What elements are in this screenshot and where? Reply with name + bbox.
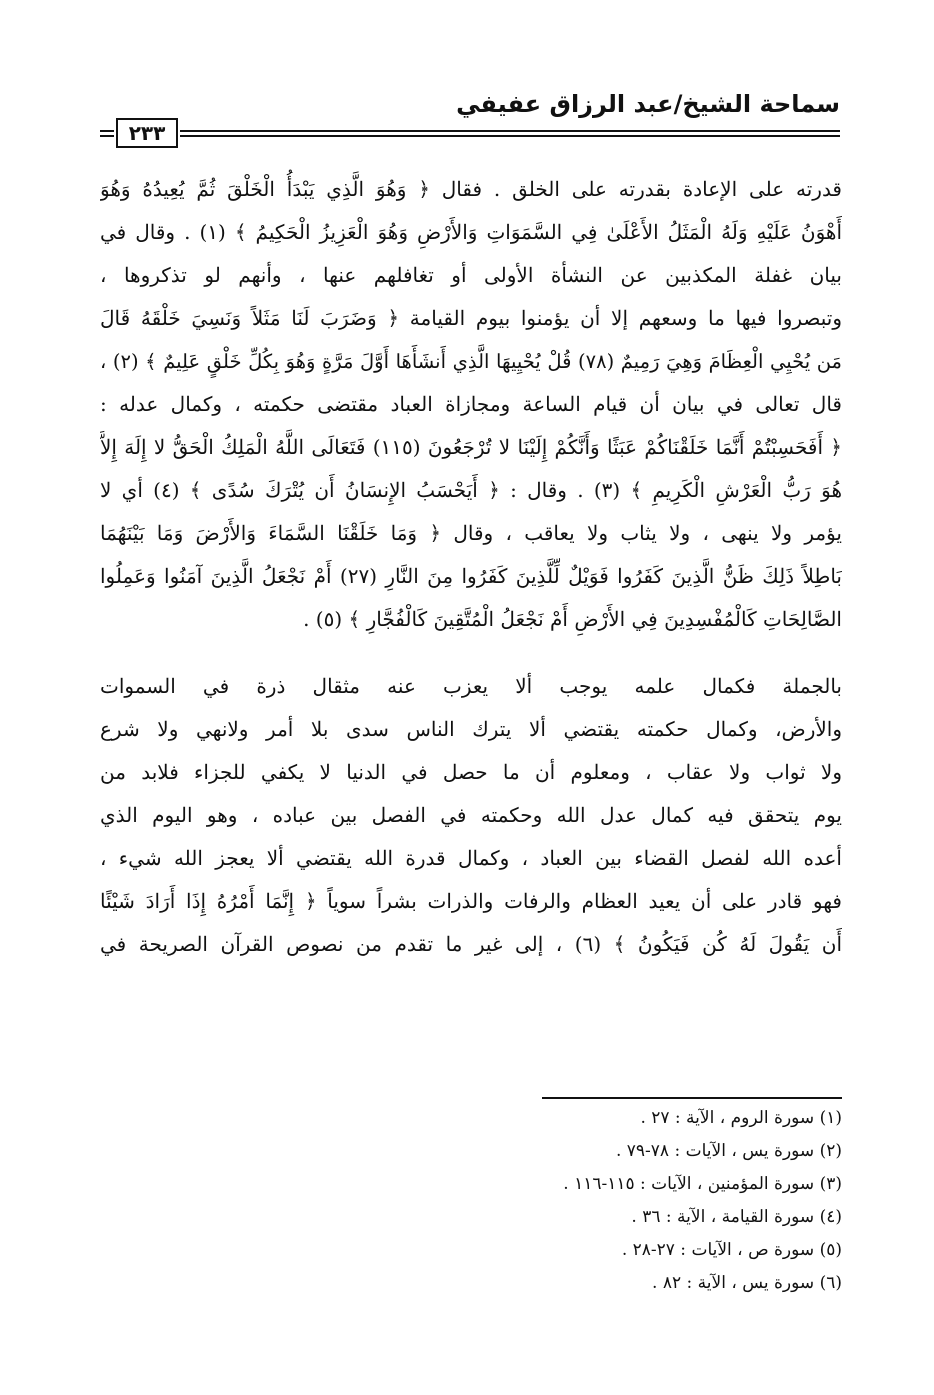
- text-line: وتبصروا فيها ما وسعهم إلا أن يؤمنوا بيوم القيامة ﴿ وَضَرَبَ لَنَا مَثَلاً وَنَسِيَ خَلْقَهُ قَالَ: [100, 306, 842, 330]
- footnote: (٤) سورة القيامة ، الآية : ٣٦ .: [631, 1207, 842, 1227]
- text-line: أَن يَقُولَ لَهُ كُن فَيَكُونُ ﴾ (٦) ، إلى غير ما تقدم من نصوص القرآن الصريحة في: [100, 932, 842, 956]
- text-line: هُوَ رَبُّ الْعَرْشِ الْكَرِيمِ ﴾ (٣) . وقال : ﴿ أَيَحْسَبُ الإِنسَانُ أَن يُتْرَكَ سُدًى ﴾ (٤) أي لا: [100, 478, 842, 502]
- header-rule: [180, 130, 840, 137]
- text-line: يؤمر ولا ينهى ، ولا يثاب ولا يعاقب ، وقال ﴿ وَمَا خَلَقْنَا السَّمَاءَ وَالأَرْضَ وَمَا بَيْنَهُمَا: [100, 521, 842, 545]
- text-line: قدرته على الإعادة بقدرته على الخلق . فقال ﴿ وَهُوَ الَّذِي يَبْدَأُ الْخَلْقَ ثُمَّ يُعِيدُهُ وَهُوَ: [100, 177, 842, 201]
- text-line: قال تعالى في بيان أن قيام الساعة ومجازاة العباد مقتضى حكمته ، وكمال عدله :: [100, 392, 842, 416]
- text-line: مَن يُحْيِي الْعِظَامَ وَهِيَ رَمِيمٌ (٧٨) قُلْ يُحْيِيهَا الَّذِي أَنشَأَهَا أَوَّلَ مَرَّةٍ وَهُوَ بِكُلِّ خَلْقٍ عَلِيمٌ ﴾ (٢) ،: [100, 350, 842, 373]
- text-line: فهو قادر على أن يعيد العظام والرفات والذرات بشراً سوياً ﴿ إِنَّمَا أَمْرُهُ إِذَا أَرَادَ شَيْئًا: [100, 889, 842, 913]
- page-header: [100, 90, 840, 150]
- footnote: (١) سورة الروم ، الآية : ٢٧ .: [640, 1108, 842, 1128]
- header-rule-left: [100, 130, 114, 137]
- text-line: يوم يتحقق فيه كمال عدل الله وحكمته في الفصل بين عباده ، وهو اليوم الذي: [100, 803, 842, 827]
- text-line: أعده الله لفصل القضاء بين العباد ، وكمال قدرة الله يقتضي ألا يعجز الله شيء ،: [100, 846, 842, 870]
- footnote: (٥) سورة ص ، الآيات : ٢٧-٢٨ .: [621, 1240, 842, 1260]
- page-number: ٢٣٣: [116, 118, 178, 148]
- text-line: بَاطِلاً ذَلِكَ ظَنُّ الَّذِينَ كَفَرُوا فَوَيْلٌ لِّلَّذِينَ كَفَرُوا مِنَ النَّارِ (٢٧) أَمْ نَجْعَلُ الَّذِينَ آمَنُوا وَعَمِلُوا: [100, 564, 842, 588]
- text-line: ولا ثواب ولا عقاب ، ومعلوم أن ما حصل في الدنيا لا يكفي للجزاء فلابد من: [100, 760, 842, 784]
- text-line: والأرض، وكمال حكمته يقتضي ألا يترك الناس سدى بلا أمر ولانهي ولا شرع: [100, 717, 842, 741]
- text-line: بيان غفلة المكذبين عن النشأة الأولى أو تغافلهم عنها ، وأنهم لو تذكروها ،: [100, 263, 842, 287]
- text-line: أَهْوَنُ عَلَيْهِ وَلَهُ الْمَثَلُ الأَعْلَىٰ فِي السَّمَوَاتِ وَالأَرْضِ وَهُوَ الْعَزِيزُ الْحَكِيمُ ﴾ (١) . وقال في: [100, 220, 842, 244]
- paragraph-2: [100, 665, 842, 966]
- footnote: (٦) سورة يس ، الآية : ٨٢ .: [652, 1273, 842, 1293]
- text-line: الصَّالِحَاتِ كَالْمُفْسِدِينَ فِي الأَرْضِ أَمْ نَجْعَلُ الْمُتَّقِينَ كَالْفُجَّارِ ﴾ (٥) .: [303, 607, 842, 631]
- text-line: ﴿ أَفَحَسِبْتُمْ أَنَّمَا خَلَقْنَاكُمْ عَبَثًا وَأَنَّكُمْ إِلَيْنَا لا تُرْجَعُونَ (١١٥) فَتَعَالَى اللَّهُ الْمَلِكُ الْحَقُّ لا إِلَهَ إِلاَّ: [100, 435, 842, 459]
- footnote-separator: [542, 1097, 842, 1099]
- paragraph-1: [100, 168, 842, 641]
- body-text: [100, 168, 842, 966]
- footnotes: [480, 1102, 842, 1300]
- text-line: بالجملة فكمال علمه يوجب ألا يعزب عنه مثقال ذرة في السموات: [100, 674, 842, 698]
- running-title: سماحة الشيخ/عبد الرزاق عفيفي: [456, 90, 840, 118]
- footnote: (٣) سورة المؤمنين ، الآيات : ١١٥-١١٦ .: [563, 1174, 842, 1194]
- footnote: (٢) سورة يس ، الآيات : ٧٨-٧٩ .: [615, 1141, 842, 1161]
